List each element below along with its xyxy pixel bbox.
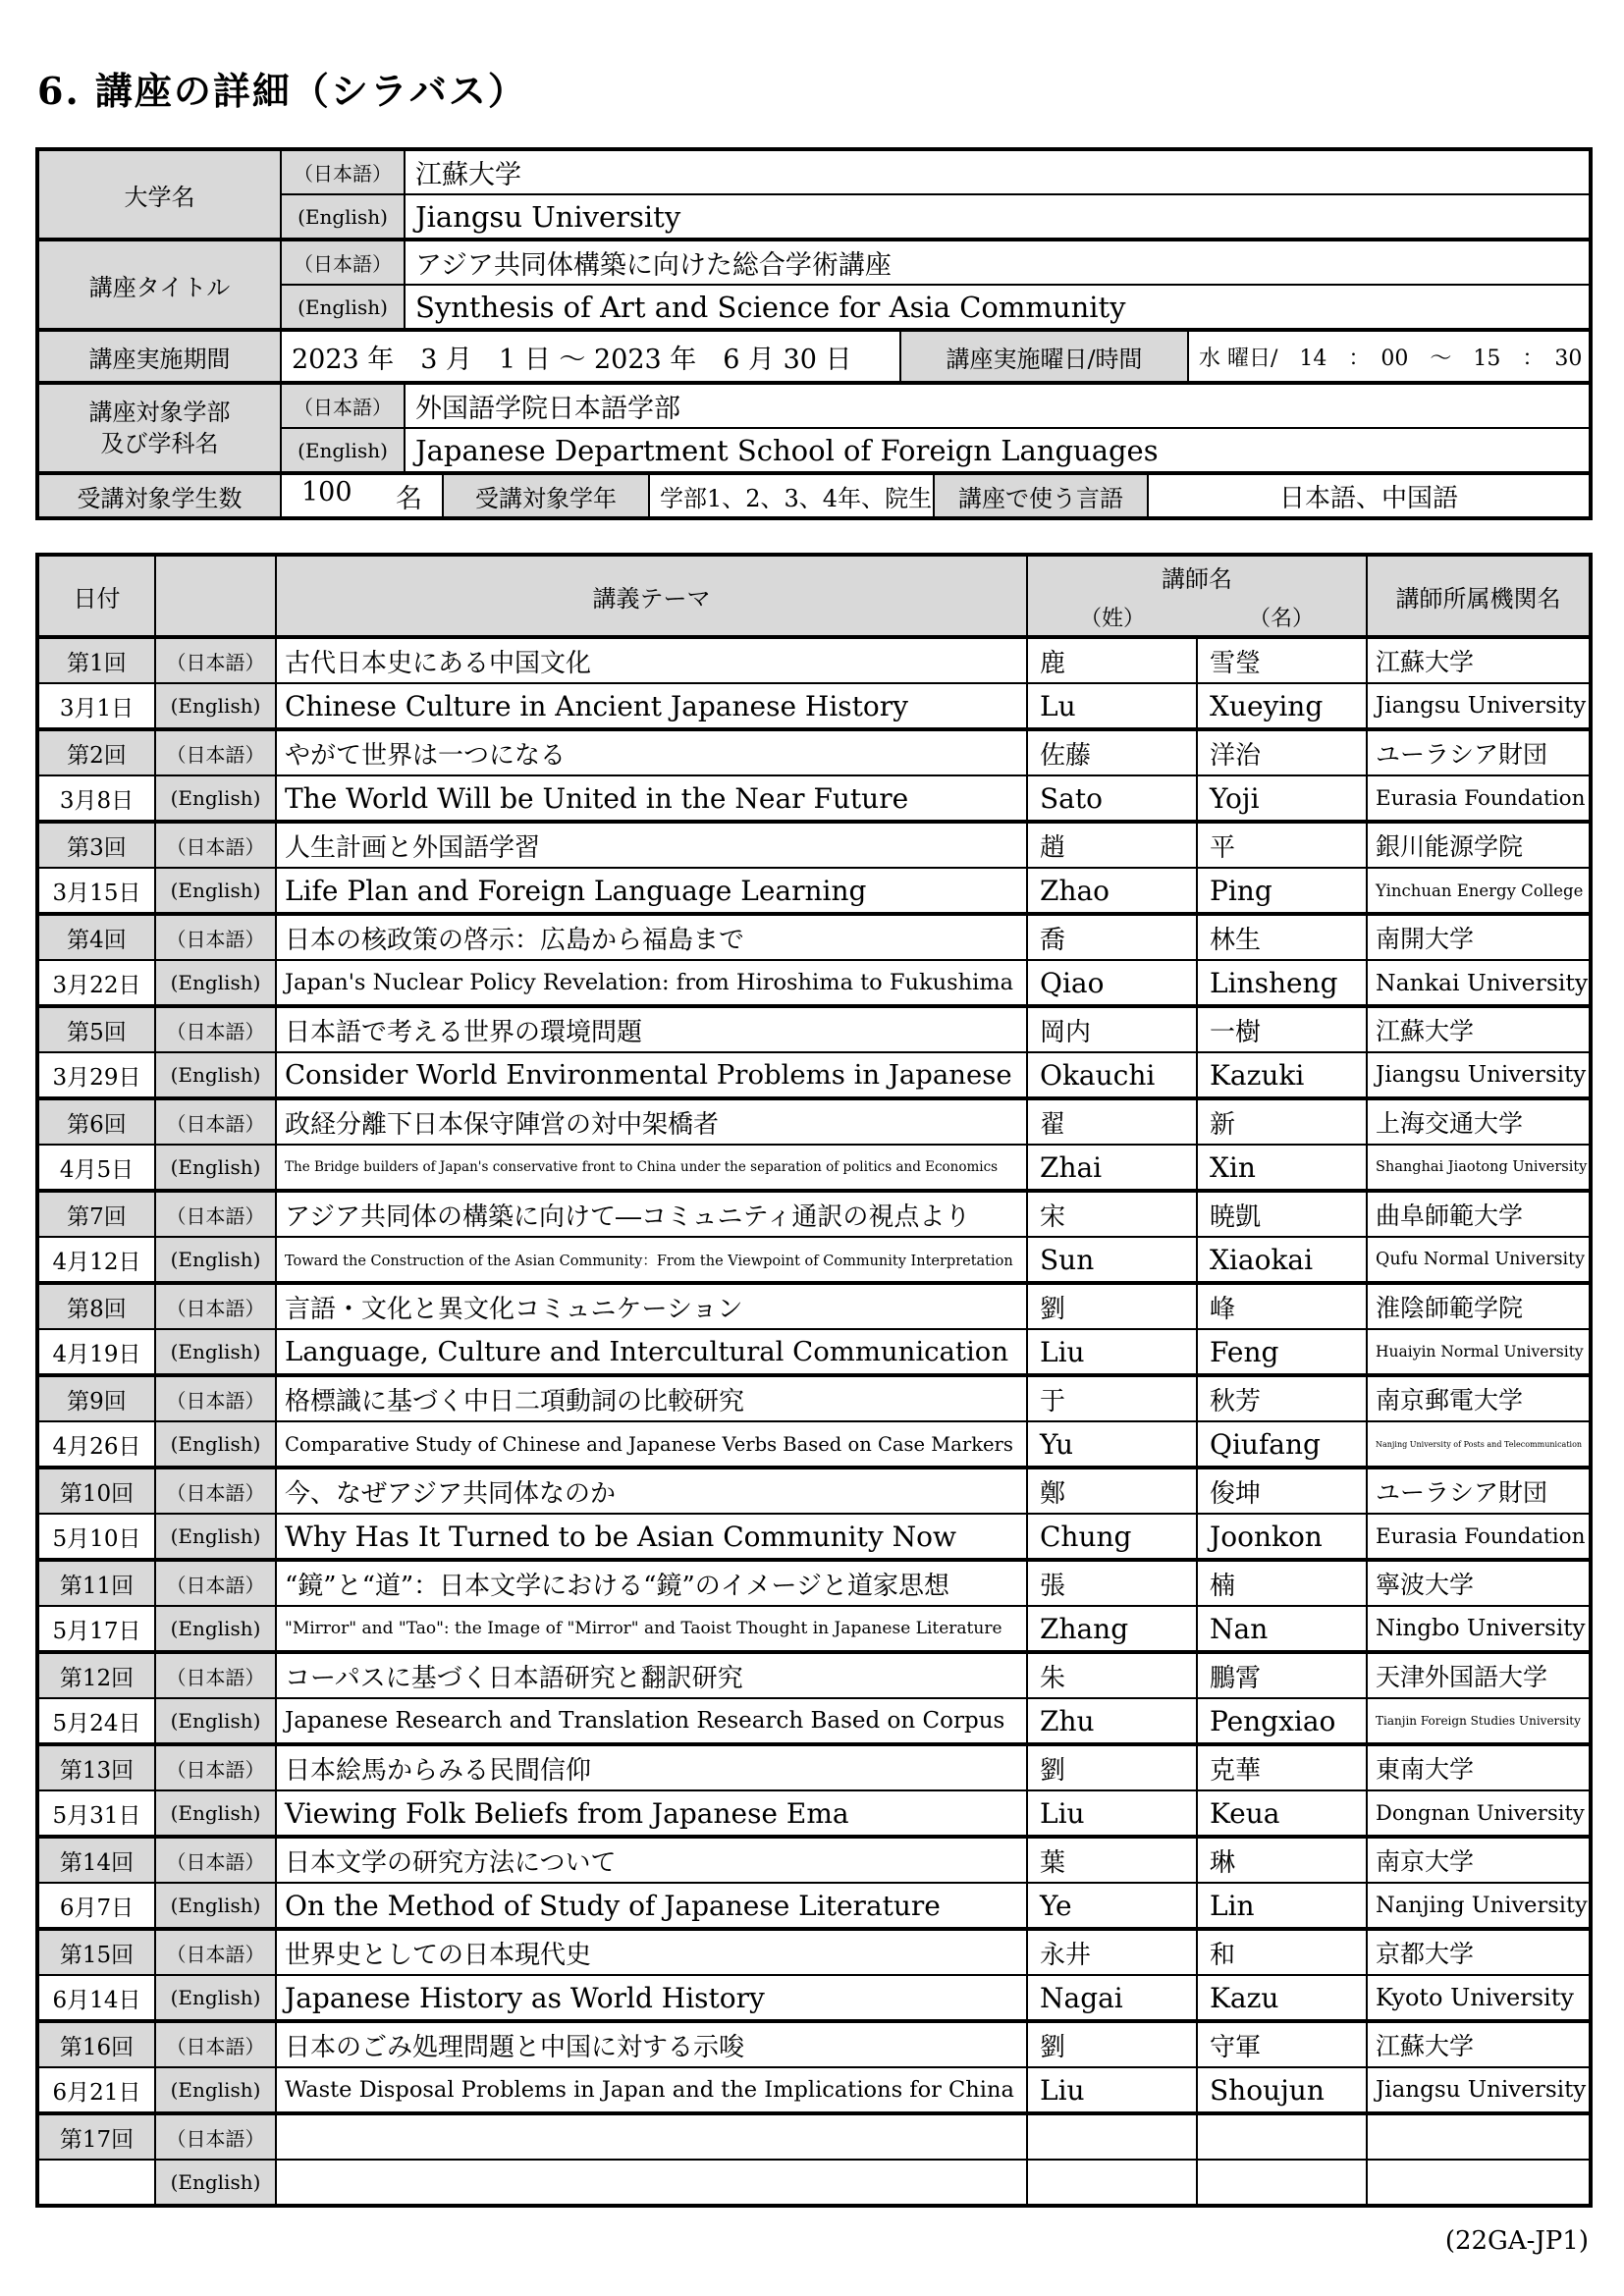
lecturer-surname-en: Zhu xyxy=(1027,1698,1197,1744)
course-info-table xyxy=(35,147,1593,520)
lecturer-givenname-ja: 琳 xyxy=(1197,1837,1367,1883)
lang-label-japanese: （日本語） xyxy=(155,1652,276,1698)
lang-label-japanese: （日本語） xyxy=(155,1191,276,1237)
lecture-theme-en: Life Plan and Foreign Language Learning xyxy=(276,868,1027,914)
lecture-theme-en: Consider World Environmental Problems in Japanese xyxy=(276,1052,1027,1098)
lecture-theme-en: The World Will be United in the Near Future xyxy=(276,775,1027,822)
lecture-theme-en: Comparative Study of Chinese and Japanese Verbs Based on Case Markers xyxy=(276,1421,1027,1468)
lang-label-japanese: （日本語） xyxy=(155,2021,276,2067)
lecturer-givenname-en: Kazuki xyxy=(1197,1052,1367,1098)
lecturer-affiliation-en: Jiangsu University xyxy=(1367,2067,1591,2113)
lecturer-givenname-en: Shoujun xyxy=(1197,2067,1367,2113)
lecturer-givenname-ja: 一樹 xyxy=(1197,1006,1367,1052)
lecturer-surname-ja: 趙 xyxy=(1027,822,1197,868)
lang-label-japanese: （日本語） xyxy=(155,637,276,683)
period-value: 2023 年 3 月 1 日 ～ 2023 年 6 月 30 日 xyxy=(281,330,900,383)
lecture-theme-ja: 言語・文化と異文化コミュニケーション xyxy=(276,1283,1027,1329)
lecturer-affiliation-ja: 天津外国語大学 xyxy=(1367,1652,1591,1698)
lecturer-givenname-ja: 楠 xyxy=(1197,1560,1367,1606)
header-date: 日付 xyxy=(37,555,155,637)
lecture-number-cell: 第5回 xyxy=(37,1006,155,1052)
lecture-number-cell: 第16回 xyxy=(37,2021,155,2067)
lecture-theme-ja: 日本文学の研究方法について xyxy=(276,1837,1027,1883)
lecture-date-cell: 3月1日 xyxy=(37,683,155,729)
lecture-theme-ja: アジア共同体の構築に向けて―コミュニティ通訳の視点より xyxy=(276,1191,1027,1237)
university-label: 大学名 xyxy=(37,149,281,240)
lecturer-givenname-ja: 峰 xyxy=(1197,1283,1367,1329)
course-title-label: 講座タイトル xyxy=(37,240,281,330)
lang-label-english: (English) xyxy=(155,1329,276,1375)
header-lang-spacer xyxy=(155,555,276,637)
lecturer-surname-en: Nagai xyxy=(1027,1975,1197,2021)
lang-label-english: (English) xyxy=(281,285,405,330)
lecturer-surname-en: Sun xyxy=(1027,1237,1197,1283)
lecture-theme-ja: 古代日本史にある中国文化 xyxy=(276,637,1027,683)
lecturer-surname-en: Ye xyxy=(1027,1883,1197,1929)
lecturer-affiliation-ja: 江蘇大学 xyxy=(1367,1006,1591,1052)
lang-label-english: (English) xyxy=(155,1606,276,1652)
lecture-theme-ja: 日本の核政策の啓示：広島から福島まで xyxy=(276,914,1027,960)
lecturer-givenname-ja: 林生 xyxy=(1197,914,1367,960)
lang-label-japanese: （日本語） xyxy=(155,1744,276,1790)
lang-label-english: (English) xyxy=(155,2160,276,2206)
lecturer-givenname-en: Yoji xyxy=(1197,775,1367,822)
lecturer-givenname-ja: 守軍 xyxy=(1197,2021,1367,2067)
lecturer-givenname-ja: 和 xyxy=(1197,1929,1367,1975)
lecturer-surname-en: Okauchi xyxy=(1027,1052,1197,1098)
faculty-label-line2: 及び学科名 xyxy=(100,430,219,457)
lecture-theme-ja: 政経分離下日本保守陣営の対中架橋者 xyxy=(276,1098,1027,1145)
lecturer-surname-ja: 喬 xyxy=(1027,914,1197,960)
lecturer-affiliation-ja: 南京郵電大学 xyxy=(1367,1375,1591,1421)
lang-label-japanese: （日本語） xyxy=(155,1837,276,1883)
lecturer-givenname-en: Xiaokai xyxy=(1197,1237,1367,1283)
lecture-theme-en: Chinese Culture in Ancient Japanese History xyxy=(276,683,1027,729)
lecturer-givenname-en: Joonkon xyxy=(1197,1514,1367,1560)
lecture-theme-en: Waste Disposal Problems in Japan and the Implications for China xyxy=(276,2067,1027,2113)
lecturer-affiliation-ja: 東南大学 xyxy=(1367,1744,1591,1790)
lecturer-surname-en: Zhao xyxy=(1027,868,1197,914)
lecturer-surname-en: Yu xyxy=(1027,1421,1197,1468)
lang-label-japanese: （日本語） xyxy=(155,1098,276,1145)
lecture-date-cell xyxy=(37,2160,155,2206)
lecturer-givenname-ja: 洋治 xyxy=(1197,729,1367,775)
lang-label-english: (English) xyxy=(155,683,276,729)
lecture-date-cell: 4月26日 xyxy=(37,1421,155,1468)
weekday-time-value: 水 曜日/ 14 ： 00 ～ 15 ： 30 xyxy=(1188,330,1591,383)
lecturer-surname-ja: 劉 xyxy=(1027,1283,1197,1329)
student-count-label: 受講対象学生数 xyxy=(37,473,281,518)
lecture-theme-en: Language, Culture and Intercultural Communication xyxy=(276,1329,1027,1375)
lecture-theme-en: "Mirror" and "Tao": the Image of "Mirror" and Taoist Thought in Japanese Literature xyxy=(276,1606,1027,1652)
lecture-number-cell: 第4回 xyxy=(37,914,155,960)
lang-label-japanese: （日本語） xyxy=(155,822,276,868)
course-title-en: Synthesis of Art and Science for Asia Community xyxy=(405,285,1591,330)
period-label: 講座実施期間 xyxy=(37,330,281,383)
lecturer-surname-ja: 葉 xyxy=(1027,1837,1197,1883)
lecturer-givenname-en xyxy=(1197,2160,1367,2206)
lecturer-affiliation-en: Tianjin Foreign Studies University xyxy=(1367,1698,1591,1744)
lecturer-affiliation-en: Dongnan University xyxy=(1367,1790,1591,1837)
lecturer-surname-ja: 朱 xyxy=(1027,1652,1197,1698)
language-label: 講座で使う言語 xyxy=(934,473,1148,518)
course-title-ja: アジア共同体構築に向けた総合学術講座 xyxy=(405,240,1591,285)
lecture-theme-en: On the Method of Study of Japanese Literature xyxy=(276,1883,1027,1929)
lecturer-affiliation-en xyxy=(1367,2160,1591,2206)
lecturer-givenname-ja: 俊坤 xyxy=(1197,1468,1367,1514)
faculty-label xyxy=(37,383,281,473)
lecture-theme-en: Japanese History as World History xyxy=(276,1975,1027,2021)
header-affiliation: 講師所属機関名 xyxy=(1367,555,1591,637)
lecture-number-cell: 第14回 xyxy=(37,1837,155,1883)
header-theme: 講義テーマ xyxy=(276,555,1027,637)
lecturer-givenname-en: Lin xyxy=(1197,1883,1367,1929)
lecture-theme-ja: コーパスに基づく日本語研究と翻訳研究 xyxy=(276,1652,1027,1698)
lecture-schedule-table xyxy=(35,553,1593,2208)
lecturer-affiliation-en: Jiangsu University xyxy=(1367,683,1591,729)
lecturer-surname-ja: 于 xyxy=(1027,1375,1197,1421)
lecture-date-cell: 3月22日 xyxy=(37,960,155,1006)
lecture-theme-ja: 日本語で考える世界の環境問題 xyxy=(276,1006,1027,1052)
lecturer-affiliation-ja xyxy=(1367,2113,1591,2160)
lecture-number-cell: 第1回 xyxy=(37,637,155,683)
lecturer-surname-ja: 岡内 xyxy=(1027,1006,1197,1052)
header-lecturer xyxy=(1027,555,1367,637)
weekday-time-label: 講座実施曜日/時間 xyxy=(900,330,1188,383)
lang-label-english: (English) xyxy=(155,1975,276,2021)
lecturer-affiliation-ja: 江蘇大学 xyxy=(1367,2021,1591,2067)
lang-label-english: (English) xyxy=(155,1145,276,1191)
lang-label-english: (English) xyxy=(155,1698,276,1744)
student-count-value: 100 xyxy=(301,476,352,507)
university-name-en: Jiangsu University xyxy=(405,194,1591,240)
lecturer-givenname-ja xyxy=(1197,2113,1367,2160)
lecture-theme-ja: 日本のごみ処理問題と中国に対する示唆 xyxy=(276,2021,1027,2067)
lecturer-surname-ja xyxy=(1027,2113,1197,2160)
lecture-date-cell: 3月29日 xyxy=(37,1052,155,1098)
student-count-cell xyxy=(281,473,443,518)
lecture-theme-en: Japanese Research and Translation Research Based on Corpus xyxy=(276,1698,1027,1744)
lang-label-english: (English) xyxy=(155,960,276,1006)
lecture-theme-ja: 人生計画と外国語学習 xyxy=(276,822,1027,868)
lang-label-japanese: （日本語） xyxy=(281,383,405,428)
lecture-number-cell: 第9回 xyxy=(37,1375,155,1421)
lecturer-affiliation-en: Eurasia Foundation xyxy=(1367,1514,1591,1560)
university-name-ja: 江蘇大学 xyxy=(405,149,1591,194)
lecture-theme-ja: 格標識に基づく中日二項動詞の比較研究 xyxy=(276,1375,1027,1421)
lecture-date-cell: 5月31日 xyxy=(37,1790,155,1837)
lecturer-givenname-en: Xin xyxy=(1197,1145,1367,1191)
lecture-number-cell: 第11回 xyxy=(37,1560,155,1606)
lecturer-affiliation-en: Ningbo University xyxy=(1367,1606,1591,1652)
header-givenname: （名） xyxy=(1248,607,1314,631)
lang-label-japanese: （日本語） xyxy=(155,1560,276,1606)
lecture-date-cell: 4月19日 xyxy=(37,1329,155,1375)
lecturer-surname-ja: 翟 xyxy=(1027,1098,1197,1145)
lecturer-affiliation-en: Nankai University xyxy=(1367,960,1591,1006)
lecture-theme-en: Why Has It Turned to be Asian Community Now xyxy=(276,1514,1027,1560)
lecturer-affiliation-en: Nanjing University xyxy=(1367,1883,1591,1929)
lecturer-givenname-ja: 平 xyxy=(1197,822,1367,868)
lang-label-english: (English) xyxy=(155,1883,276,1929)
lecturer-surname-en: Liu xyxy=(1027,2067,1197,2113)
lecturer-affiliation-ja: 淮陰師範学院 xyxy=(1367,1283,1591,1329)
lecturer-givenname-ja: 暁凱 xyxy=(1197,1191,1367,1237)
lecture-date-cell: 5月24日 xyxy=(37,1698,155,1744)
lecture-number-cell: 第10回 xyxy=(37,1468,155,1514)
lecturer-affiliation-en: Kyoto University xyxy=(1367,1975,1591,2021)
lecture-theme-ja: 日本絵馬からみる民間信仰 xyxy=(276,1744,1027,1790)
lecturer-affiliation-ja: 曲阜師範大学 xyxy=(1367,1191,1591,1237)
lecturer-affiliation-en: Jiangsu University xyxy=(1367,1052,1591,1098)
lecture-date-cell: 6月14日 xyxy=(37,1975,155,2021)
lecturer-affiliation-en: Huaiyin Normal University xyxy=(1367,1329,1591,1375)
lecturer-givenname-en: Linsheng xyxy=(1197,960,1367,1006)
document-code: (22GA-JP1) xyxy=(1444,2226,1589,2256)
lecturer-affiliation-ja: ユーラシア財団 xyxy=(1367,729,1591,775)
lecture-date-cell: 4月12日 xyxy=(37,1237,155,1283)
lecture-number-cell: 第6回 xyxy=(37,1098,155,1145)
lecture-theme-ja: “鏡”と“道”：日本文学における“鏡”のイメージと道家思想 xyxy=(276,1560,1027,1606)
lecturer-surname-en: Chung xyxy=(1027,1514,1197,1560)
faculty-label-line1: 講座対象学部 xyxy=(88,398,231,426)
lecturer-affiliation-ja: ユーラシア財団 xyxy=(1367,1468,1591,1514)
lang-label-japanese: （日本語） xyxy=(281,240,405,285)
lang-label-japanese: （日本語） xyxy=(155,1375,276,1421)
lecturer-affiliation-ja: 江蘇大学 xyxy=(1367,637,1591,683)
lecturer-affiliation-ja: 寧波大学 xyxy=(1367,1560,1591,1606)
lecture-date-cell: 3月15日 xyxy=(37,868,155,914)
lecture-theme-en: Toward the Construction of the Asian Community：From the Viewpoint of Community Interpretation xyxy=(276,1237,1027,1283)
lecturer-surname-ja: 劉 xyxy=(1027,1744,1197,1790)
lang-label-japanese: （日本語） xyxy=(155,1006,276,1052)
lecture-number-cell: 第2回 xyxy=(37,729,155,775)
lecture-date-cell: 5月10日 xyxy=(37,1514,155,1560)
lecturer-affiliation-en: Qufu Normal University xyxy=(1367,1237,1591,1283)
lang-label-japanese: （日本語） xyxy=(155,729,276,775)
grade-value: 学部1、2、3、4年、院生 xyxy=(649,473,934,518)
lecture-date-cell: 5月17日 xyxy=(37,1606,155,1652)
lecturer-givenname-ja: 克華 xyxy=(1197,1744,1367,1790)
lecturer-givenname-en: Qiufang xyxy=(1197,1421,1367,1468)
lecture-date-cell: 6月21日 xyxy=(37,2067,155,2113)
lecturer-surname-en: Liu xyxy=(1027,1790,1197,1837)
lecturer-surname-en: Zhai xyxy=(1027,1145,1197,1191)
lecturer-givenname-ja: 秋芳 xyxy=(1197,1375,1367,1421)
lecturer-surname-en: Liu xyxy=(1027,1329,1197,1375)
lang-label-english: (English) xyxy=(281,194,405,240)
lecturer-givenname-en: Feng xyxy=(1197,1329,1367,1375)
lecture-number-cell: 第3回 xyxy=(37,822,155,868)
lecture-theme-ja: 今、なぜアジア共同体なのか xyxy=(276,1468,1027,1514)
lecture-number-cell: 第13回 xyxy=(37,1744,155,1790)
lang-label-japanese: （日本語） xyxy=(281,149,405,194)
lecture-number-cell: 第7回 xyxy=(37,1191,155,1237)
lang-label-japanese: （日本語） xyxy=(155,1929,276,1975)
lecturer-affiliation-ja: 南京大学 xyxy=(1367,1837,1591,1883)
lecturer-givenname-ja: 新 xyxy=(1197,1098,1367,1145)
header-surname: （姓） xyxy=(1079,607,1145,631)
lecturer-givenname-en: Keua xyxy=(1197,1790,1367,1837)
lecturer-surname-en: Zhang xyxy=(1027,1606,1197,1652)
lecture-theme-en xyxy=(276,2160,1027,2206)
lecturer-surname-ja: 劉 xyxy=(1027,2021,1197,2067)
lecturer-surname-en: Lu xyxy=(1027,683,1197,729)
lang-label-english: (English) xyxy=(281,428,405,473)
lecturer-givenname-ja: 鵬霄 xyxy=(1197,1652,1367,1698)
lang-label-japanese: （日本語） xyxy=(155,914,276,960)
lecturer-surname-ja: 張 xyxy=(1027,1560,1197,1606)
lecture-theme-en: Viewing Folk Beliefs from Japanese Ema xyxy=(276,1790,1027,1837)
lecture-number-cell: 第8回 xyxy=(37,1283,155,1329)
schedule-body xyxy=(37,555,1591,2206)
lang-label-english: (English) xyxy=(155,1237,276,1283)
lecturer-givenname-en: Xueying xyxy=(1197,683,1367,729)
lecture-number-cell: 第17回 xyxy=(37,2113,155,2160)
lecturer-affiliation-ja: 南開大学 xyxy=(1367,914,1591,960)
lecturer-affiliation-ja: 銀川能源学院 xyxy=(1367,822,1591,868)
lecturer-surname-ja: 宋 xyxy=(1027,1191,1197,1237)
lecturer-surname-ja: 鹿 xyxy=(1027,637,1197,683)
lecture-number-cell: 第12回 xyxy=(37,1652,155,1698)
lecture-date-cell: 4月5日 xyxy=(37,1145,155,1191)
lang-label-english: (English) xyxy=(155,1514,276,1560)
lang-label-japanese: （日本語） xyxy=(155,2113,276,2160)
grade-label: 受講対象学年 xyxy=(443,473,649,518)
lecturer-affiliation-en: Eurasia Foundation xyxy=(1367,775,1591,822)
student-count-unit: 名 xyxy=(396,483,422,514)
lecturer-surname-en xyxy=(1027,2160,1197,2206)
lecturer-givenname-en: Nan xyxy=(1197,1606,1367,1652)
lecturer-surname-ja: 鄭 xyxy=(1027,1468,1197,1514)
lang-label-english: (English) xyxy=(155,2067,276,2113)
lecture-date-cell: 3月8日 xyxy=(37,775,155,822)
faculty-name-ja: 外国語学院日本語学部 xyxy=(405,383,1591,428)
page-title: 6. 講座の詳細（シラバス） xyxy=(37,69,527,113)
lang-label-english: (English) xyxy=(155,1421,276,1468)
lecturer-affiliation-ja: 京都大学 xyxy=(1367,1929,1591,1975)
faculty-name-en: Japanese Department School of Foreign Languages xyxy=(405,428,1591,473)
lecturer-surname-ja: 佐藤 xyxy=(1027,729,1197,775)
lecture-number-cell: 第15回 xyxy=(37,1929,155,1975)
lecture-theme-ja xyxy=(276,2113,1027,2160)
lang-label-japanese: （日本語） xyxy=(155,1283,276,1329)
lecture-date-cell: 6月7日 xyxy=(37,1883,155,1929)
lecturer-givenname-en: Kazu xyxy=(1197,1975,1367,2021)
lecturer-affiliation-en: Nanjing University of Posts and Telecommunication xyxy=(1367,1421,1591,1468)
lecture-theme-en: The Bridge builders of Japan's conservative front to China under the separation of politics and Economics xyxy=(276,1145,1027,1191)
lecturer-affiliation-ja: 上海交通大学 xyxy=(1367,1098,1591,1145)
lecturer-surname-ja: 永井 xyxy=(1027,1929,1197,1975)
lang-label-english: (English) xyxy=(155,1790,276,1837)
lecture-theme-ja: やがて世界は一つになる xyxy=(276,729,1027,775)
lang-label-english: (English) xyxy=(155,1052,276,1098)
lecture-theme-en: Japan's Nuclear Policy Revelation: from Hiroshima to Fukushima xyxy=(276,960,1027,1006)
language-value: 日本語、中国語 xyxy=(1148,473,1591,518)
lecturer-givenname-ja: 雪瑩 xyxy=(1197,637,1367,683)
lecturer-givenname-en: Pengxiao xyxy=(1197,1698,1367,1744)
lang-label-english: (English) xyxy=(155,868,276,914)
lang-label-english: (English) xyxy=(155,775,276,822)
lang-label-japanese: （日本語） xyxy=(155,1468,276,1514)
lecture-theme-ja: 世界史としての日本現代史 xyxy=(276,1929,1027,1975)
header-lecturer-title: 講師名 xyxy=(1162,565,1232,593)
lecturer-affiliation-en: Shanghai Jiaotong University xyxy=(1367,1145,1591,1191)
lecturer-surname-en: Qiao xyxy=(1027,960,1197,1006)
lecturer-affiliation-en: Yinchuan Energy College xyxy=(1367,868,1591,914)
lecturer-surname-en: Sato xyxy=(1027,775,1197,822)
lecturer-givenname-en: Ping xyxy=(1197,868,1367,914)
